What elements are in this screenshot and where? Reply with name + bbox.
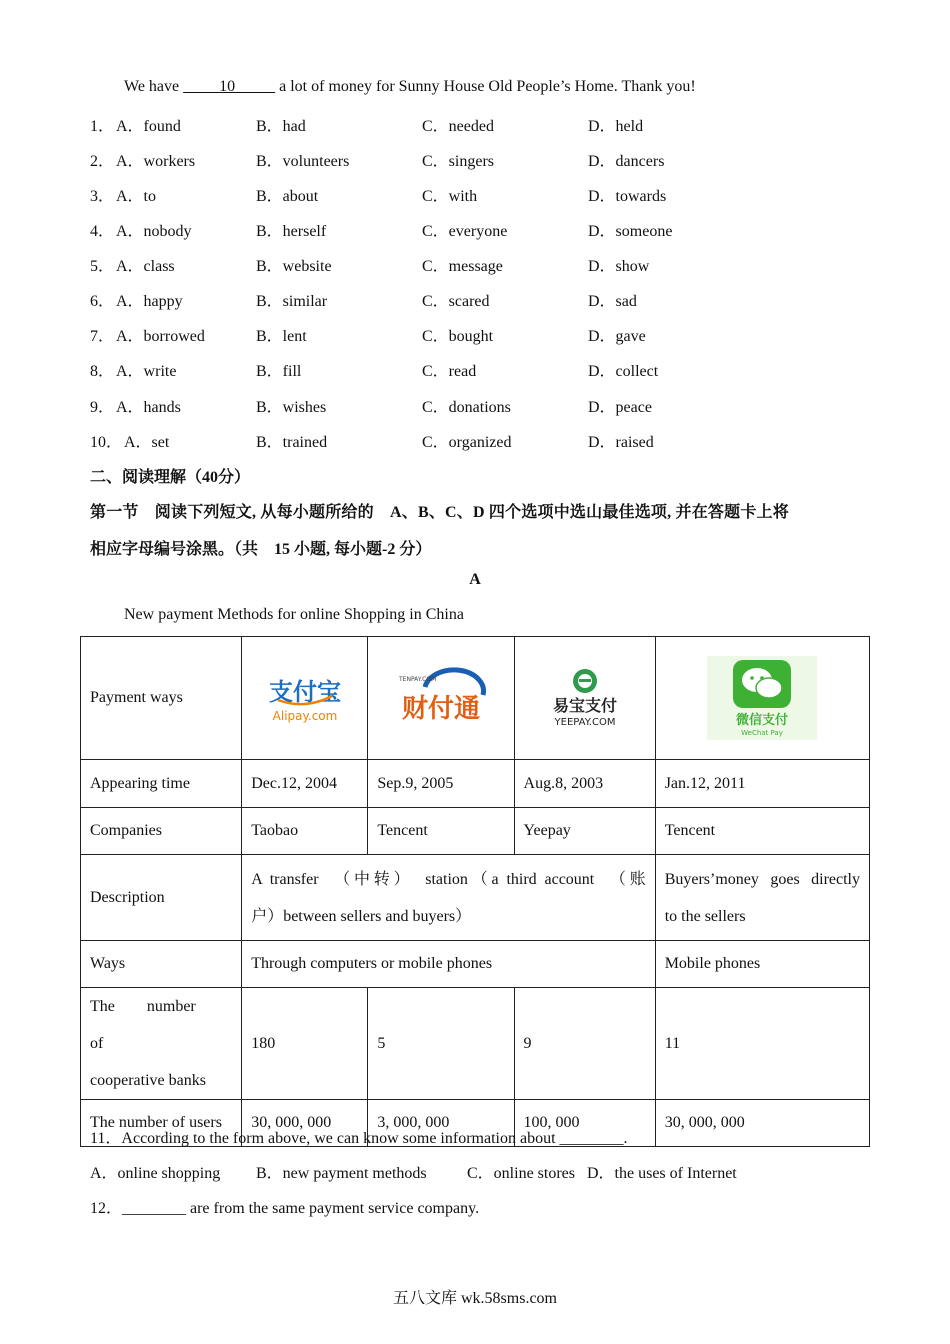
intro-after: a lot of money for Sunny House Old People’s Home. Thank you! xyxy=(275,78,696,95)
option-a: A．happy xyxy=(116,293,183,310)
passage-title: New payment Methods for online Shopping in China xyxy=(124,606,464,623)
svg-text:支付宝: 支付宝 xyxy=(268,678,341,706)
option-d: D．towards xyxy=(588,188,667,205)
q12-stem: 12．________ are from the same payment service company. xyxy=(90,1200,480,1217)
cell-time-yeepay: Aug.8, 2003 xyxy=(514,760,655,808)
logo-cell-yeepay xyxy=(514,637,655,760)
cell-time-tenpay: Sep.9, 2005 xyxy=(368,760,514,808)
question-number: 5． xyxy=(90,258,115,275)
option-d: D．raised xyxy=(588,434,654,451)
question-row xyxy=(90,323,850,345)
desc-wechat-line1: Buyers’money goes directly xyxy=(664,870,860,888)
question-number: 1． xyxy=(90,118,115,135)
question-row xyxy=(90,113,850,135)
option-a: A．set xyxy=(124,434,170,451)
row-label-banks-line2: cooperative banks xyxy=(90,1072,206,1089)
option-b: B．wishes xyxy=(256,399,327,416)
wechatpay-logo xyxy=(656,656,869,740)
q11-option-d: D．the uses of Internet xyxy=(587,1165,737,1182)
option-a: A．write xyxy=(116,363,177,380)
question-number: 8． xyxy=(90,363,115,380)
row-label-banks-line1: The number of xyxy=(90,998,228,1052)
option-b: B．fill xyxy=(256,363,302,380)
svg-text:TENPAY.COM: TENPAY.COM xyxy=(398,676,437,683)
cell-banks-yeepay: 9 xyxy=(514,988,655,1100)
q11-option-b: B．new payment methods xyxy=(256,1165,427,1182)
table-row-companies xyxy=(81,808,870,855)
option-a: A．nobody xyxy=(116,223,192,240)
question-number: 9． xyxy=(90,399,115,416)
cell-company-alipay: Taobao xyxy=(242,808,368,855)
option-a: A．class xyxy=(116,258,175,275)
footer-watermark: 五八文库 wk.58sms.com xyxy=(392,1290,557,1307)
option-a: A．workers xyxy=(116,153,196,170)
option-a: A．to xyxy=(116,188,157,205)
option-c: C．needed xyxy=(422,118,494,135)
cell-time-alipay: Dec.12, 2004 xyxy=(242,760,368,808)
option-d: D．dancers xyxy=(588,153,665,170)
option-c: C．singers xyxy=(422,153,495,170)
cell-users-tenpay: 3, 000, 000 xyxy=(368,1100,514,1147)
q11-options xyxy=(90,1160,850,1182)
cell-ways-wechat: Mobile phones xyxy=(655,941,869,988)
option-c: C．bought xyxy=(422,328,494,345)
row-label-description: Description xyxy=(81,855,242,941)
cell-users-yeepay: 100, 000 xyxy=(514,1100,655,1147)
option-c: C．with xyxy=(422,188,478,205)
section2-instruction-line2: 相应字母编号涂黑。（共 15 小题, 每小题-2 分） xyxy=(90,541,432,558)
cell-banks-tenpay: 5 xyxy=(368,988,514,1100)
desc-shared-line2: 户）between sellers and buyers） xyxy=(251,907,472,925)
option-a: A．hands xyxy=(116,399,181,416)
question-number: 3． xyxy=(90,188,115,205)
question-number: 4． xyxy=(90,223,115,240)
intro-blank: 10 xyxy=(219,78,236,95)
question-row xyxy=(90,429,850,451)
tenpay-logo xyxy=(368,667,513,729)
question-number: 2． xyxy=(90,153,115,170)
option-d: D．peace xyxy=(588,399,652,416)
option-c: C．donations xyxy=(422,399,511,416)
question-row xyxy=(90,358,850,380)
svg-text:微信支付: 微信支付 xyxy=(736,713,789,728)
option-c: C．organized xyxy=(422,434,512,451)
payment-table xyxy=(80,636,870,1147)
question-row xyxy=(90,148,850,170)
alipay-logo xyxy=(242,670,367,726)
option-c: C．scared xyxy=(422,293,490,310)
section2-instruction-line1: 第一节 阅读下列短文, 从每小题所给的 A、B、C、D 四个选项中选山最佳选项, 并在答题卡上将 xyxy=(90,504,789,521)
option-d: D．gave xyxy=(588,328,646,345)
cell-company-tenpay: Tencent xyxy=(368,808,514,855)
yeepay-logo xyxy=(515,665,655,731)
row-label-banks xyxy=(81,988,242,1100)
q11-stem: 11．According to the form above, we can know some information about ________. xyxy=(90,1130,628,1147)
logo-cell-alipay xyxy=(242,637,368,760)
option-b: B．about xyxy=(256,188,319,205)
option-b: B．trained xyxy=(256,434,328,451)
option-d: D．held xyxy=(588,118,644,135)
option-d: D．sad xyxy=(588,293,637,310)
row-label-users: The number of users xyxy=(81,1100,242,1147)
intro-before: We have xyxy=(124,78,184,95)
option-d: D．someone xyxy=(588,223,673,240)
svg-text:财付通: 财付通 xyxy=(401,694,480,724)
passage-label: A xyxy=(469,571,481,588)
cell-description-wechat xyxy=(655,855,869,941)
question-number: 10． xyxy=(90,434,123,451)
row-label-time: Appearing time xyxy=(81,760,242,808)
option-b: B．herself xyxy=(256,223,327,240)
desc-wechat-line2: to the sellers xyxy=(664,907,746,925)
question-row xyxy=(90,394,850,416)
table-row-ways xyxy=(81,941,870,988)
svg-text:Alipay.com: Alipay.com xyxy=(272,709,338,723)
option-d: D．show xyxy=(588,258,650,275)
option-c: C．read xyxy=(422,363,477,380)
row-label-companies: Companies xyxy=(81,808,242,855)
option-a: A．found xyxy=(116,118,181,135)
cell-company-yeepay: Yeepay xyxy=(514,808,655,855)
question-number: 6． xyxy=(90,293,115,310)
option-a: A．borrowed xyxy=(116,328,205,345)
logo-cell-wechatpay xyxy=(655,637,869,760)
row-label-payment: Payment ways xyxy=(81,637,242,760)
svg-text:YEEPAY.COM: YEEPAY.COM xyxy=(554,717,616,728)
table-row-description xyxy=(81,855,870,941)
row-label-ways: Ways xyxy=(81,941,242,988)
cell-users-wechat: 30, 000, 000 xyxy=(655,1100,869,1147)
option-c: C．everyone xyxy=(422,223,508,240)
option-b: B．volunteers xyxy=(256,153,350,170)
question-number: 7． xyxy=(90,328,115,345)
question-row xyxy=(90,253,850,275)
option-c: C．message xyxy=(422,258,503,275)
logo-cell-tenpay xyxy=(368,637,514,760)
question-row xyxy=(90,218,850,240)
cell-ways-shared: Through computers or mobile phones xyxy=(242,941,656,988)
option-b: B．similar xyxy=(256,293,328,310)
table-row-time xyxy=(81,760,870,808)
desc-shared-line1: A transfer （中转） station（a third account （账 xyxy=(251,870,646,888)
cell-users-alipay: 30, 000, 000 xyxy=(242,1100,368,1147)
cell-description-shared xyxy=(242,855,656,941)
cell-banks-alipay: 180 xyxy=(242,988,368,1100)
option-b: B．website xyxy=(256,258,332,275)
cell-company-wechat: Tencent xyxy=(655,808,869,855)
question-row xyxy=(90,288,850,310)
section2-title: 二、阅读理解（40分） xyxy=(90,469,251,486)
cell-banks-wechat: 11 xyxy=(655,988,869,1100)
question-row xyxy=(90,183,850,205)
intro-line xyxy=(124,78,696,96)
q11-option-c: C．online stores xyxy=(467,1165,575,1182)
q11-option-a: A．online shopping xyxy=(90,1165,221,1182)
svg-text:WeChat Pay: WeChat Pay xyxy=(741,729,784,737)
table-row-payment xyxy=(81,637,870,760)
table-row-banks xyxy=(81,988,870,1100)
cell-time-wechat: Jan.12, 2011 xyxy=(655,760,869,808)
option-d: D．collect xyxy=(588,363,659,380)
svg-text:易宝支付: 易宝支付 xyxy=(552,696,617,715)
option-b: B．had xyxy=(256,118,306,135)
option-b: B．lent xyxy=(256,328,307,345)
